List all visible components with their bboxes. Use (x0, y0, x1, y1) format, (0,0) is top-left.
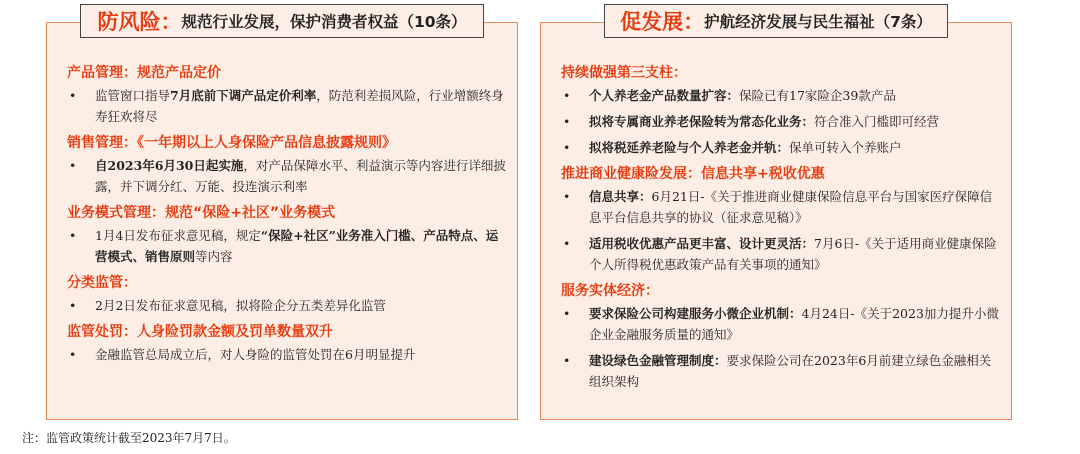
item-text: 1月4日发布征求意见稿，规定 (95, 228, 261, 243)
right-title-sub: 护航经济发展与民生福祉（7条） (704, 13, 932, 31)
list-item (67, 155, 507, 197)
left-content (67, 57, 507, 370)
item-bold-text: 个人养老金产品数量扩容： (589, 88, 740, 103)
list-item (67, 295, 507, 316)
bullet-icon: • (69, 158, 77, 173)
list-item (561, 350, 1001, 392)
left-title-sub: 规范行业发展，保护消费者权益（10条） (181, 13, 467, 31)
section-sales-management (67, 133, 507, 197)
bullet-icon: • (69, 88, 77, 103)
bullet-icon: • (563, 236, 571, 251)
section-classified-supervision (67, 273, 507, 316)
right-panel (540, 22, 1012, 420)
list-item (67, 225, 507, 267)
item-text: ，防范利差损风险，行业增额终身寿狂欢将尽 (95, 88, 504, 124)
item-text: 4月24日-《关于2023加力提升小微企业金融服务质量的通知》 (589, 306, 999, 342)
right-title-main: 促发展： (620, 10, 705, 34)
item-bold-text: 7月底前下调产品定价利率 (170, 88, 317, 103)
section-health-insurance (561, 164, 1001, 275)
item-bold-text: 拟将专属商业养老保险转为常态化业务： (589, 114, 815, 129)
item-bold-text: “保险+社区”业务准入门槛、产品特点、运营模式、销售原则 (95, 228, 499, 264)
item-text: 保单可转入个养账户 (789, 140, 902, 155)
item-text: 金融监管总局成立后，对人身险的监管处罚在6月明显提升 (95, 347, 416, 362)
section-business-model (67, 203, 507, 267)
item-text: ，对产品保障水平、利益演示等内容进行详细披露，并下调分红、万能、投连演示利率 (95, 158, 506, 194)
item-text: 监管窗口指导 (95, 88, 171, 103)
section-real-economy (561, 281, 1001, 392)
item-text: 2月2日发布征求意见稿，拟将险企分五类差异化监管 (95, 298, 386, 313)
section-heading: 销售管理：《一年期以上人身保险产品信息披露规则》 (67, 135, 396, 151)
section-product-management (67, 63, 507, 127)
item-bold-text: 自2023年6月30日起实施 (95, 158, 244, 173)
item-text: 保险已有17家险企39款产品 (739, 88, 896, 103)
list-item (561, 137, 1001, 158)
section-penalties (67, 322, 507, 365)
right-title-box (604, 4, 948, 38)
list-item (67, 85, 507, 127)
item-bold-text: 建设绿色金融管理制度： (589, 353, 727, 368)
footnote: 注：监管政策统计截至2023年7月7日。 (22, 431, 236, 445)
left-title-box (80, 4, 484, 38)
list-item (67, 344, 507, 365)
item-text: 6月21日-《关于推进商业健康保险信息平台与国家医疗保障信息平台信息共享的协议（征求意见稿）》 (589, 189, 993, 225)
item-text: 要求保险公司在2023年6月前建立绿色金融相关组织架构 (589, 353, 992, 389)
section-heading: 推进商业健康险发展：信息共享+税收优惠 (561, 166, 825, 182)
item-text: 符合准入门槛即可经营 (814, 114, 940, 129)
bullet-icon: • (563, 140, 571, 155)
bullet-icon: • (69, 228, 77, 243)
bullet-icon: • (563, 306, 571, 321)
left-title-main: 防风险： (97, 10, 182, 34)
bullet-icon: • (563, 353, 571, 368)
list-item (561, 233, 1001, 275)
section-heading: 持续做强第三支柱： (561, 65, 687, 81)
section-heading: 业务模式管理：规范“保险+社区”业务模式 (67, 205, 336, 221)
list-item (561, 111, 1001, 132)
bullet-icon: • (69, 298, 77, 313)
list-item (561, 303, 1001, 345)
bullet-icon: • (69, 347, 77, 362)
item-bold-text: 信息共享： (589, 189, 652, 204)
section-heading: 监管处罚：人身险罚款金额及罚单数量双升 (67, 324, 333, 340)
section-heading: 服务实体经济： (561, 283, 659, 299)
section-third-pillar (561, 63, 1001, 158)
left-panel (46, 22, 518, 420)
item-text: 7月6日-《关于适用商业健康保险个人所得税优惠政策产品有关事项的通知》 (589, 236, 997, 272)
section-heading: 分类监管： (67, 275, 137, 291)
bullet-icon: • (563, 189, 571, 204)
item-bold-text: 拟将税延养老险与个人养老金并轨： (589, 140, 790, 155)
right-content (561, 57, 1001, 397)
item-bold-text: 适用税收优惠产品更丰富、设计更灵活： (589, 236, 815, 251)
item-bold-text: 要求保险公司构建服务小微企业机制： (589, 306, 802, 321)
list-item (561, 186, 1001, 228)
list-item (561, 85, 1001, 106)
section-heading: 产品管理：规范产品定价 (67, 65, 221, 81)
bullet-icon: • (563, 114, 571, 129)
item-text: 等内容 (195, 249, 233, 264)
bullet-icon: • (563, 88, 571, 103)
